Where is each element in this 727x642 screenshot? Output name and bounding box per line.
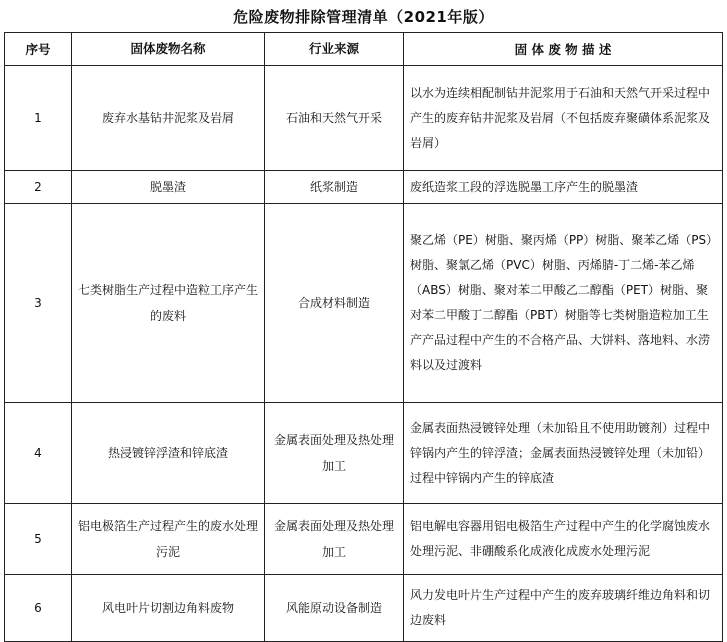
table-row bbox=[5, 403, 723, 504]
row-desc: 废纸造浆工段的浮选脱墨工序产生的脱墨渣 bbox=[404, 171, 723, 204]
waste-exclusion-table bbox=[4, 32, 723, 642]
table-row bbox=[5, 171, 723, 204]
row-desc: 以水为连续相配制钻井泥浆用于石油和天然气开采过程中产生的废弃钻井泥浆及岩屑（不包括废弃聚磺体系泥浆及岩屑） bbox=[404, 66, 723, 171]
row-desc: 风力发电叶片生产过程中产生的废弃玻璃纤维边角料和切边废料 bbox=[404, 575, 723, 642]
row-num: 2 bbox=[5, 171, 72, 204]
row-num: 5 bbox=[5, 504, 72, 575]
row-source: 金属表面处理及热处理加工 bbox=[265, 403, 404, 504]
row-num: 4 bbox=[5, 403, 72, 504]
table-row bbox=[5, 504, 723, 575]
row-name: 风电叶片切割边角料废物 bbox=[72, 575, 265, 642]
row-name: 热浸镀锌浮渣和锌底渣 bbox=[72, 403, 265, 504]
table-row bbox=[5, 66, 723, 171]
header-source: 行业来源 bbox=[265, 33, 404, 66]
table-row bbox=[5, 575, 723, 642]
row-name: 铝电极箔生产过程产生的废水处理污泥 bbox=[72, 504, 265, 575]
document-title: 危险废物排除管理清单（2021年版） bbox=[233, 8, 494, 26]
row-name: 废弃水基钻井泥浆及岩屑 bbox=[72, 66, 265, 171]
row-name: 脱墨渣 bbox=[72, 171, 265, 204]
row-num: 6 bbox=[5, 575, 72, 642]
row-name: 七类树脂生产过程中造粒工序产生的废料 bbox=[72, 204, 265, 403]
header-num: 序号 bbox=[5, 33, 72, 66]
row-source: 石油和天然气开采 bbox=[265, 66, 404, 171]
row-source: 风能原动设备制造 bbox=[265, 575, 404, 642]
row-desc: 聚乙烯（PE）树脂、聚丙烯（PP）树脂、聚苯乙烯（PS）树脂、聚氯乙烯（PVC）树脂、丙烯腈-丁二烯-苯乙烯（ABS）树脂、聚对苯二甲酸乙二醇酯（PET）树脂、聚对苯二甲酸丁二醇酯（PBT）树脂等七类树脂造粒加工生产产品过程中产生的不合格产品、大饼料、落地料、水涝料以及过渡料 bbox=[404, 204, 723, 403]
table-row bbox=[5, 204, 723, 403]
table-header-row bbox=[5, 33, 723, 66]
row-source: 合成材料制造 bbox=[265, 204, 404, 403]
row-desc: 金属表面热浸镀锌处理（未加铅且不使用助镀剂）过程中锌锅内产生的锌浮渣；金属表面热浸镀锌处理（未加铅）过程中锌锅内产生的锌底渣 bbox=[404, 403, 723, 504]
row-num: 3 bbox=[5, 204, 72, 403]
row-source: 纸浆制造 bbox=[265, 171, 404, 204]
row-source: 金属表面处理及热处理加工 bbox=[265, 504, 404, 575]
header-desc: 固 体 废 物 描 述 bbox=[404, 33, 723, 66]
row-num: 1 bbox=[5, 66, 72, 171]
row-desc: 铝电解电容器用铝电极箔生产过程中产生的化学腐蚀废水处理污泥、非硼酸系化成液化成废水处理污泥 bbox=[404, 504, 723, 575]
header-name: 固体废物名称 bbox=[72, 33, 265, 66]
